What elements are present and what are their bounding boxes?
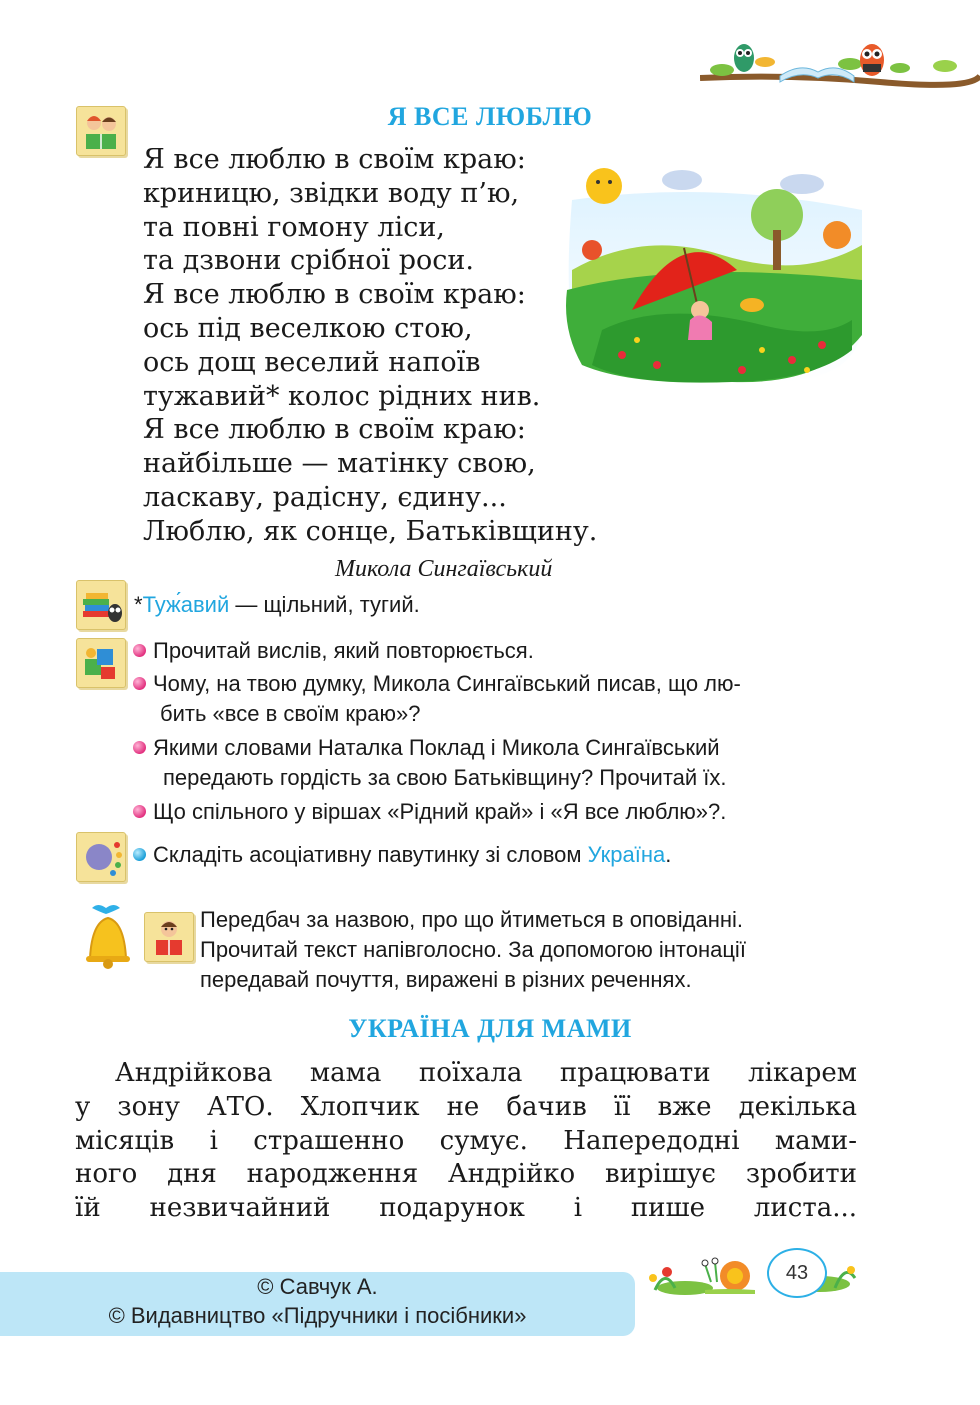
story-line: ного дня народження Андрійко вирішує зробити: [75, 1159, 857, 1190]
poem-line: та повні гомону ліси,: [143, 211, 445, 243]
task-text: Складіть асоціативну павутинку зі словом: [153, 842, 588, 867]
instruction-line: передавай почуття, виражені в різних реченнях.: [200, 967, 692, 992]
question-text: Прочитай вислів, який повторюється.: [153, 638, 534, 663]
reading-instructions: [200, 905, 746, 995]
palette-icon: [76, 832, 126, 882]
story-line: місяців і страшенно сумує. Напередодні мами-: [75, 1125, 857, 1156]
task-highlight: Україна: [587, 842, 666, 867]
branch-owls-decoration: [700, 38, 980, 100]
copyright-author: © Савчук А.: [257, 1274, 378, 1299]
poem-line: Я все люблю в своїм краю:: [143, 279, 526, 311]
task-association-web: [133, 840, 671, 870]
footnote-definition: — щільний, тугий.: [229, 592, 420, 617]
story-text: [75, 1057, 857, 1226]
books-owl-icon: [76, 580, 126, 630]
page-number: 43: [767, 1248, 827, 1298]
story-title: УКРАЇНА ДЛЯ МАМИ: [348, 1014, 632, 1043]
pink-bullet-icon: [133, 644, 146, 657]
footnote: [134, 592, 420, 618]
question-text: Якими словами Наталка Поклад і Микола Сингаївський: [153, 735, 720, 760]
poem-title: Я ВСЕ ЛЮБЛЮ: [387, 102, 593, 131]
poem-line: Я все люблю в своїм краю:: [143, 414, 526, 446]
question-text: передають гордість за свою Батьківщину? Прочитай їх.: [163, 765, 727, 790]
copyright-publisher: © Видавництво «Підручники і посібники»: [108, 1303, 527, 1328]
poem-line: ось дощ веселий напоїв: [143, 346, 481, 378]
blocks-icon: [76, 638, 126, 688]
footnote-star: *: [134, 592, 143, 617]
question-text: Що спільного у віршах «Рідний край» і «Я все люблю»?.: [153, 799, 727, 824]
poem-line: Я все люблю в своїм краю:: [143, 144, 526, 175]
story-line: їй незвичайний подарунок і пише листа...: [75, 1193, 857, 1224]
owl-orange-icon: [860, 44, 884, 76]
poem-line: ось під веселкою стою,: [143, 312, 473, 344]
question-2: [133, 669, 741, 729]
question-text: бить «все в своїм краю»?: [160, 701, 421, 726]
question-1: [133, 636, 534, 666]
poem-line: та дзвони срібної роси.: [143, 245, 475, 277]
instruction-line: Передбач за назвою, про що йтиметься в оповіданні.: [200, 907, 744, 932]
bell-icon: [76, 902, 140, 970]
question-text: Чому, на твою думку, Микола Сингаївський писав, що лю-: [153, 671, 741, 696]
pink-bullet-icon: [133, 741, 146, 754]
poem-line: Люблю, як сонце, Батьківщину.: [143, 515, 598, 547]
story-line: у зону АТО. Хлопчик не бачив її вже декілька: [75, 1091, 857, 1122]
poem-line: найбільше — матінку свою,: [143, 448, 536, 480]
reading-boy-icon: [144, 912, 194, 962]
owl-green-icon: [734, 44, 754, 72]
poem-author: Микола Сингаївський: [335, 556, 553, 582]
poem-line: тужавий* колос рідних нив.: [143, 380, 541, 412]
snail-flowers-decoration: [645, 1238, 860, 1306]
meadow-umbrella-illustration: [562, 160, 867, 390]
poem-line: криницю, звідки воду п’ю,: [143, 177, 520, 209]
story-line: Андрійкова мама поїхала працювати лікарем: [115, 1058, 857, 1088]
copyright-banner: [0, 1272, 635, 1336]
pink-bullet-icon: [133, 677, 146, 690]
question-3: [133, 733, 727, 793]
instruction-line: Прочитай текст напівголосно. За допомогою інтонації: [200, 937, 746, 962]
task-end: .: [665, 842, 672, 867]
question-4: [133, 797, 726, 827]
poem-text: [143, 143, 597, 549]
cyan-bullet-icon: [133, 848, 146, 861]
pink-bullet-icon: [133, 805, 146, 818]
poem-line: ласкаву, радісну, єдину...: [143, 481, 507, 513]
footnote-term: Туж́авий: [142, 592, 230, 617]
